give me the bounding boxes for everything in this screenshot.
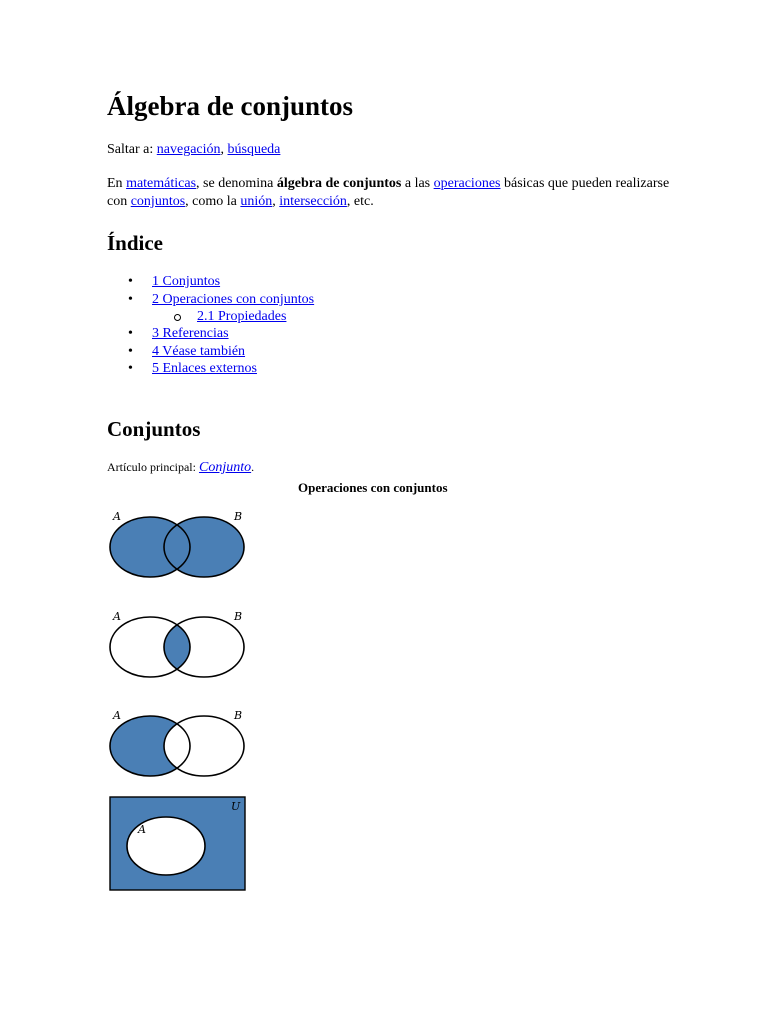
intro-bold-term: álgebra de conjuntos — [276, 176, 402, 191]
toc-sub-bullet — [174, 314, 181, 321]
toc-title: Índice — [107, 231, 164, 255]
jump-separator: , — [220, 142, 228, 157]
set-b-label: B — [234, 610, 243, 623]
venn-union-diagram — [106, 508, 248, 582]
main-article-prefix: Artículo principal: — [107, 460, 199, 474]
set-b-label: B — [234, 709, 243, 722]
venn-difference-diagram — [106, 707, 248, 781]
toc-bullet: • — [128, 274, 133, 289]
toc-item-propiedades[interactable]: 2.1 Propiedades — [197, 309, 287, 324]
universe-label: U — [231, 800, 241, 813]
page-title: Álgebra de conjuntos — [107, 91, 354, 121]
sets-link[interactable]: conjuntos — [130, 194, 186, 209]
section-title-conjuntos: Conjuntos — [107, 417, 201, 441]
operations-link[interactable]: operaciones — [433, 176, 501, 191]
main-article-note — [107, 458, 254, 477]
intro-text: , etc. — [346, 194, 374, 209]
venn-difference-shapes — [110, 716, 244, 776]
navigation-link[interactable]: navegación — [156, 142, 221, 157]
set-b-label: B — [234, 510, 243, 523]
jump-links — [107, 141, 280, 159]
venn-intersection-shapes — [110, 617, 244, 677]
mathematics-link[interactable]: matemáticas — [126, 176, 197, 191]
toc-item-referencias[interactable]: 3 Referencias — [152, 326, 229, 341]
venn-complement-shapes — [110, 797, 245, 890]
search-link[interactable]: búsqueda — [227, 142, 281, 157]
intro-text: , como la — [185, 194, 241, 209]
intro-text: , — [272, 194, 280, 209]
intro-text: , se denomina — [196, 176, 277, 191]
toc-bullet: • — [128, 361, 133, 376]
set-a-label: A — [113, 709, 121, 722]
intro-paragraph — [107, 175, 687, 211]
intro-text: En — [107, 176, 127, 191]
figure-caption: Operaciones con conjuntos — [298, 480, 448, 495]
toc-bullet: • — [128, 292, 133, 307]
toc-bullet: • — [128, 326, 133, 341]
toc-bullet: • — [128, 344, 133, 359]
toc-item-conjuntos[interactable]: 1 Conjuntos — [152, 274, 221, 289]
main-article-suffix: . — [251, 460, 255, 474]
main-article-link[interactable]: Conjunto — [198, 460, 252, 475]
toc-item-enlaces-externos[interactable]: 5 Enlaces externos — [152, 361, 257, 376]
venn-union-shapes — [110, 517, 244, 577]
toc-item-vease-tambien[interactable]: 4 Véase también — [152, 344, 246, 359]
set-a-label: A — [113, 510, 121, 523]
set-a-label: A — [113, 610, 121, 623]
set-a-label: A — [138, 823, 146, 836]
toc-item-operaciones[interactable]: 2 Operaciones con conjuntos — [152, 292, 315, 307]
intro-text: básicas que pueden realizarse con — [107, 176, 670, 209]
intersection-link[interactable]: intersección — [279, 194, 347, 209]
venn-intersection-diagram — [106, 608, 248, 682]
jump-prefix: Saltar a: — [107, 142, 157, 157]
union-link[interactable]: unión — [240, 194, 273, 209]
venn-complement-diagram — [106, 794, 250, 894]
intro-text: a las — [401, 176, 434, 191]
